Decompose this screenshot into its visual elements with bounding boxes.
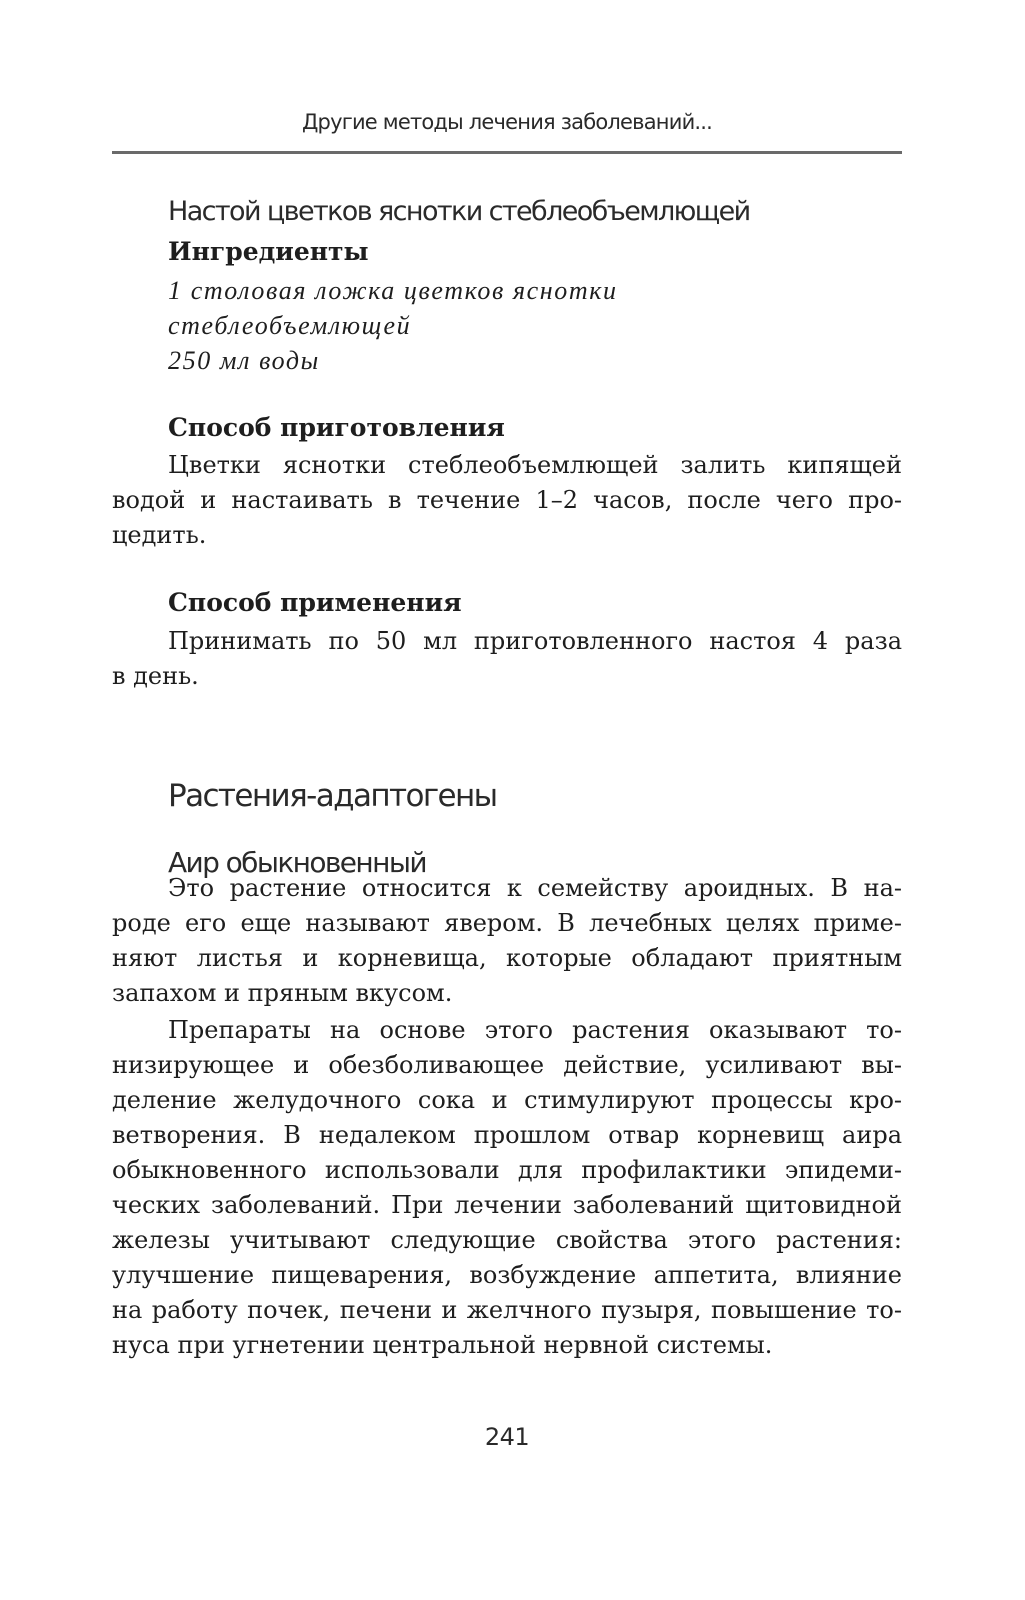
paragraph-line: Препараты на основе этого растения оказывают то- xyxy=(168,1016,902,1044)
paragraph-line: деление желудочного сока и стимулируют процессы кро- xyxy=(112,1086,902,1114)
ingredient-line: 1 столовая ложка цветков яснотки xyxy=(168,276,618,305)
recipe-title: Настой цветков яснотки стеблеобъемлющей xyxy=(168,196,750,227)
paragraph-line: запахом и пряным вкусом. xyxy=(112,979,453,1007)
paragraph-line: няют листья и корневища, которые обладают приятным xyxy=(112,944,902,972)
plant-paragraph-1 xyxy=(112,871,902,1011)
running-head: Другие методы лечения заболеваний... xyxy=(301,110,713,134)
usage-text xyxy=(112,624,902,694)
paragraph-line: нуса при угнетении центральной нервной системы. xyxy=(112,1331,773,1359)
paragraph-line: обыкновенного использовали для профилактики эпидеми- xyxy=(112,1156,902,1184)
section-title: Растения-адаптогены xyxy=(168,778,497,814)
preparation-line: цедить. xyxy=(112,521,207,549)
plant-paragraph-2 xyxy=(112,1013,902,1363)
usage-line: в день. xyxy=(112,662,199,690)
paragraph-line: улучшение пищеварения, возбуждение аппетита, влияние xyxy=(112,1261,902,1289)
preparation-line: Цветки яснотки стеблеобъемлющей залить кипящей xyxy=(168,451,902,479)
paragraph-line: Это растение относится к семейству ароидных. В на- xyxy=(168,874,902,902)
ingredient-line: стеблеобъемлющей xyxy=(168,311,412,340)
paragraph-line: на работу почек, печени и желчного пузыря, повышение то- xyxy=(112,1296,902,1324)
header-rule xyxy=(112,151,902,154)
ingredients-label: Ингредиенты xyxy=(168,237,369,266)
preparation-text xyxy=(112,448,902,553)
preparation-line: водой и настаивать в течение 1–2 часов, после чего про- xyxy=(112,486,902,514)
preparation-label: Способ приготовления xyxy=(168,413,505,442)
paragraph-line: низирующее и обезболивающее действие, усиливают вы- xyxy=(112,1051,902,1079)
paragraph-line: ческих заболеваний. При лечении заболеваний щитовидной xyxy=(112,1191,902,1219)
ingredient-line: 250 мл воды xyxy=(168,346,320,375)
page-number: 241 xyxy=(484,1423,530,1451)
paragraph-line: ветворения. В недалеком прошлом отвар корневищ аира xyxy=(112,1121,902,1149)
paragraph-line: роде его еще называют явером. В лечебных целях приме- xyxy=(112,909,902,937)
plant-title: Аир обыкновенный xyxy=(168,846,426,879)
usage-label: Способ применения xyxy=(168,588,462,617)
usage-line: Принимать по 50 мл приготовленного настоя 4 раза xyxy=(168,627,902,655)
paragraph-line: железы учитывают следующие свойства этого растения: xyxy=(112,1226,902,1254)
